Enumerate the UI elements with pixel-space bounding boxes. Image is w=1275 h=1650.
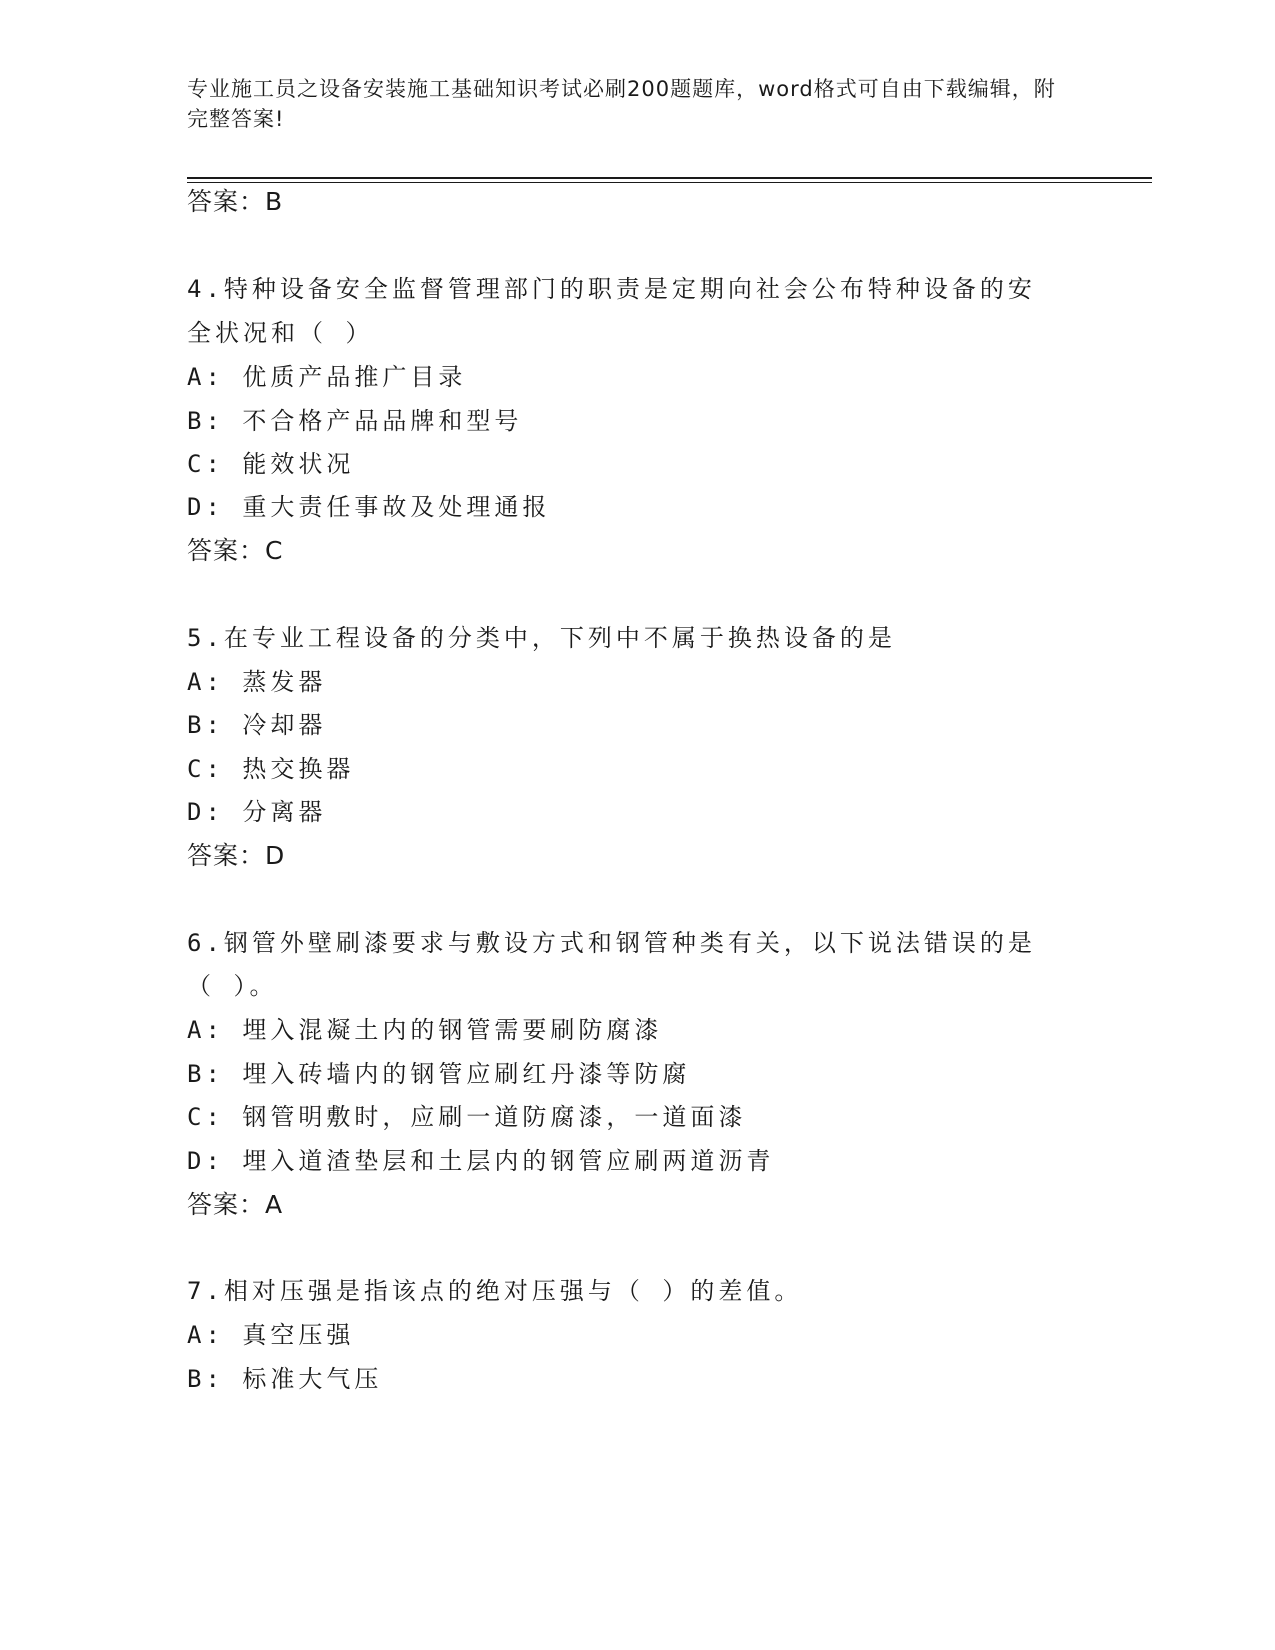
question-5-answer: 答案：D: [187, 841, 286, 870]
question-5-option-b: B: 冷却器: [187, 711, 327, 739]
header-divider-thin: [187, 182, 1152, 183]
question-4-option-a: A: 优质产品推广目录: [187, 363, 467, 391]
question-6-option-b: B: 埋入砖墙内的钢管应刷红丹漆等防腐: [187, 1060, 691, 1088]
question-7-option-b: B: 标准大气压: [187, 1365, 383, 1393]
question-6-stem-line2: （ ）。: [187, 972, 278, 1000]
question-6-answer: 答案：A: [187, 1190, 284, 1219]
answer-prev: 答案：B: [187, 187, 284, 216]
question-5-option-d: D: 分离器: [187, 798, 327, 826]
question-4-answer: 答案：C: [187, 536, 284, 565]
question-7-option-a: A: 真空压强: [187, 1321, 355, 1349]
question-7-stem-line1: 7.相对压强是指该点的绝对压强与（ ）的差值。: [187, 1277, 803, 1305]
question-5-stem-line1: 5.在专业工程设备的分类中，下列中不属于换热设备的是: [187, 624, 896, 652]
header-divider-thick: [187, 177, 1152, 179]
question-6-option-c: C: 钢管明敷时，应刷一道防腐漆，一道面漆: [187, 1103, 747, 1131]
question-4-stem-line1: 4.特种设备安全监督管理部门的职责是定期向社会公布特种设备的安: [187, 275, 1036, 303]
question-6-option-a: A: 埋入混凝土内的钢管需要刷防腐漆: [187, 1016, 663, 1044]
question-4-option-d: D: 重大责任事故及处理通报: [187, 493, 551, 521]
question-6-option-d: D: 埋入道渣垫层和土层内的钢管应刷两道沥青: [187, 1147, 775, 1175]
question-4-option-c: C: 能效状况: [187, 450, 355, 478]
question-6-stem-line1: 6.钢管外壁刷漆要求与敷设方式和钢管种类有关，以下说法错误的是: [187, 929, 1036, 957]
question-4-stem-line2: 全状况和（ ）: [187, 319, 374, 347]
question-5-option-a: A: 蒸发器: [187, 668, 327, 696]
question-4-option-b: B: 不合格产品品牌和型号: [187, 407, 523, 435]
question-5-option-c: C: 热交换器: [187, 755, 355, 783]
page-header-title: 专业施工员之设备安装施工基础知识考试必刷200题题库，word格式可自由下载编辑，附完整答案!: [187, 77, 1056, 131]
